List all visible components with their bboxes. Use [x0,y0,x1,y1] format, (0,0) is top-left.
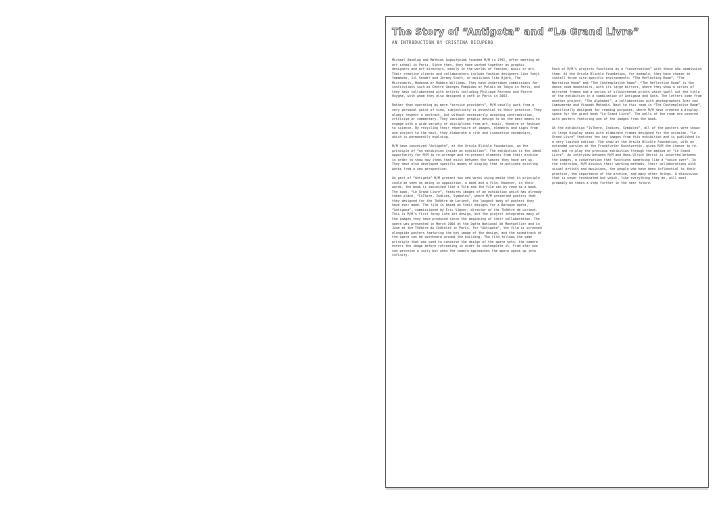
paragraph: As part of “Antigota” M/M present two new works using media that in principle could be seen as being in opposition, a book and a film. However, in their words, the book is conceived like a film and the film can by read as a book. The book, “Le Grand Livre”, features images of an exhibition which has already taken place, “IsThere, Indices, Symboles”, where M/M presented posters that they designed for the Théâtre de Lorient, the longest body of posters they have ever made. The film is based on their designs for a Baroque opera, “Antigona”, commissioned by Éric Vigner, director of the Théâtre de Lorient. This is M/M’s first foray into set design, but the project integrates many of the images they have produced since the beginning of their collaboration. The opera was presented in March 2004 at the Opéra National de Montpellier and in June at the Théâtre du Châtelet in Paris. For “Antigota”, the film is screened alongside posters featuring the key image of the design, and the soundtrack of the opera can be overheard around the building. The film follows the same principle that was used to conceive the design of the opera sets: the camera enters the image before retreating in order to contemplate it, from afar one can perceive a unity but when the camera approaches the opera opens up into infinity. [392,176,542,258]
paragraph: At the exhibition “IsThere, Indices, Symboles”, all of the posters were shown in large display cases with elaborate frames designed for the occasion. “Le Grand Livre” features ten key images from this exhibition and is published in a very limited edition. The show at the Ursula Blickle Foundation, with an extended version at the Frankfurter Kunstverein, gives M/M the chance to re-edit and re-play the previous exhibition through the medium of “Le Grand Livre”. An interview between M/M and Hans-Ulrich Obrist is inserted between the images, a conversation that functions something like a “voice over”. In the interview, M/M discuss their working methods, their collaborations with visual artists and musicians, the people who have been influential to their practice, the importance of the archive, and many other things. A discussion that is never terminated but which, like everything they do, will most probably be taken a step further in the near future. [552,126,700,185]
paragraph: M/M have conceived “Antigota”, at the Ursula Blickle Foundation, on the principle of “an exhibition inside an exhibition”. The exhibition is the ideal opportunity for M/M to re-arrange and re-present elements from their archive in order to show how items that exist between the spaces they have set up. They have also developed specific modes of display that re-activate existing works from a new perspective. [392,144,542,172]
document-subtitle: AN INTRODUCTION BY CRISTINA RICUPERO [392,40,494,45]
right-column [552,67,702,190]
paragraph: Michael Amzalag and Mathias Augustyniak founded M/M in 1992, after meeting at art school in Paris. Since then, they have worked together as graphic designers and art directors, mainly in the worlds of fashion, music or art. Their creative clients and collaborators include fashion designers like Yohji Yamamoto, Jil Sander and Jeremy Scott, or musicians like Björk, The Micronauts, Madonna or Robbie Williams. They have undertaken commissions for institutions such as Centre Georges Pompidou or Palais de Tokyo in Paris, and they have collaborated with artists including Philippe Parreno and Pierre Huyghe, with whom they also designed a café in Paris in 2003. [392,58,540,99]
paragraph: Rather than operating as mere “service providers”, M/M usually work from a very personal point of view, subjectivity is essential to their practice. They always respect a contract, but without necessarily avoiding contradiction, criticism or commentary. They consider graphic design to be the best means to engage with a wide variety of disciplines from art, music, theatre or fashion to science. By recycling their repertoire of images, elements and signs from one project to the next, they elaborate a rich and innovative vocabulary, which is permanently evolving. [392,103,542,140]
document-page [385,16,709,488]
paragraph: Each of M/M’s projects functions as a “conversation” with those who commission them. At the Ursula Blickle Foundation, for example, they have chosen to install three site-specific environments: “The Reflecting Room”, “The Narrative Room” and “The Contemplative Room”. “The Reflective Room” is the dance room downstairs, with its large mirrors, where they show a series of mirrored frames and a series of silkscreened prints which spell out the title of the exhibition in a combination of Antigona and Gota. The letters come from another project, “The Alphabet”, a collaboration with photographers Inez van Lamsweerde and Vinoodh Matadin. Next to this room is “The Contemplative Room”, specifically designed for reading purposes, where M/M have created a display-space for the giant book “Le Grand Livre”. The walls of the room are covered with posters featuring one of the images from the book. [552,67,702,122]
left-column [392,58,542,262]
document-title: The Story of “Antigota” and “Le Grand Livre” [392,27,640,38]
